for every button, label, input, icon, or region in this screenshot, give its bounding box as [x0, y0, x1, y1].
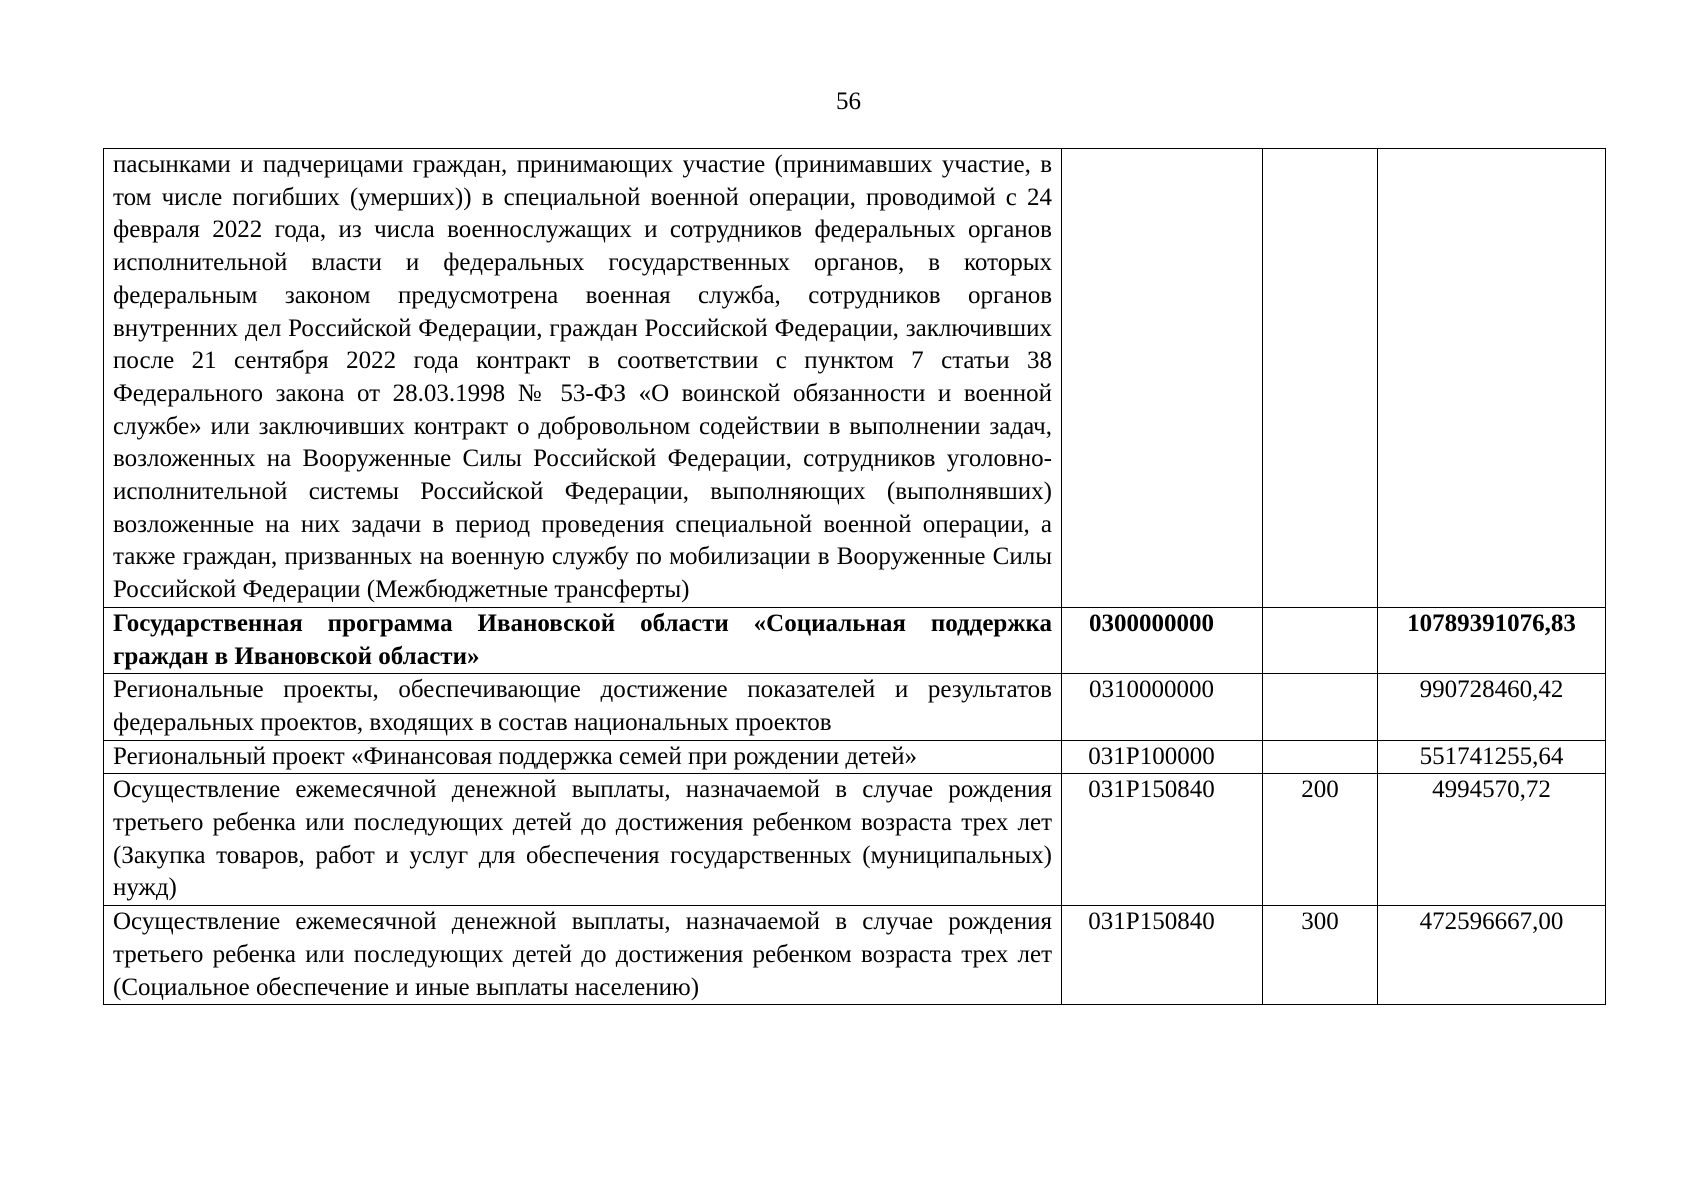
row-name: пасынками и падчерицами граждан, принимающих участие (принимавших участие, в том числе погибших (умерших)) в специальной военной операции, проводимой с 24 февраля 2022 года, из числа военнослужащих и сотрудников федеральных органов исполнительной власти и федеральных государственных органов, в которых федеральным законом предусмотрена военная служба, сотрудников органов внутренних дел Российской Федерации, граждан Российской Федерации, заключивших после 21 сентября 2022 года контракт в соответствии с пунктом 7 статьи 38 Федерального закона от 28.03.1998 № 53-ФЗ «О воинской обязанности и военной службе» или заключивших контракт о добровольном содействии в выполнении задач, возложенных на Вооруженные Силы Российской Федерации, сотрудников уголовно-исполнительной системы Российской Федерации, выполняющих (выполнявших) возложенные на них задачи в период проведения специальной военной операции, а также граждан, призванных на военную службу по мобилизации в Вооруженные Силы Российской Федерации (Межбюджетные трансферты)	[104, 149, 1062, 608]
row-target-code: 031P100000	[1062, 740, 1263, 774]
row-name: Государственная программа Ивановской области «Социальная поддержка граждан в Ивановской области»	[104, 607, 1062, 673]
row-sum: 472596667,00	[1378, 906, 1606, 1005]
row-name: Региональные проекты, обеспечивающие достижение показателей и результатов федеральных проектов, входящих в состав национальных проектов	[104, 674, 1062, 740]
table-row	[104, 674, 1606, 740]
row-target-code: 0310000000	[1062, 674, 1263, 740]
table-row	[104, 906, 1606, 1005]
row-expense-type: 300	[1263, 906, 1378, 1005]
row-sum	[1378, 149, 1606, 608]
table-row	[104, 774, 1606, 906]
row-sum: 4994570,72	[1378, 774, 1606, 906]
row-expense-type	[1263, 149, 1378, 608]
row-expense-type	[1263, 674, 1378, 740]
row-expense-type: 200	[1263, 774, 1378, 906]
row-name: Осуществление ежемесячной денежной выплаты, назначаемой в случае рождения третьего ребенка или последующих детей до достижения ребенком возраста трех лет (Закупка товаров, работ и услуг для обеспечения государственных (муниципальных) нужд)	[104, 774, 1062, 906]
page-number: 56	[836, 88, 861, 115]
row-expense-type	[1263, 740, 1378, 774]
table-row	[104, 740, 1606, 774]
row-target-code: 031P150840	[1062, 774, 1263, 906]
row-sum: 10789391076,83	[1378, 607, 1606, 673]
row-target-code	[1062, 149, 1263, 608]
row-target-code: 031P150840	[1062, 906, 1263, 1005]
row-name: Осуществление ежемесячной денежной выплаты, назначаемой в случае рождения третьего ребенка или последующих детей до достижения ребенком возраста трех лет (Социальное обеспечение и иные выплаты населению)	[104, 906, 1062, 1005]
row-name: Региональный проект «Финансовая поддержка семей при рождении детей»	[104, 740, 1062, 774]
row-expense-type	[1263, 607, 1378, 673]
row-sum: 551741255,64	[1378, 740, 1606, 774]
table-row	[104, 607, 1606, 673]
table-row	[104, 149, 1606, 608]
row-sum: 990728460,42	[1378, 674, 1606, 740]
row-target-code: 0300000000	[1062, 607, 1263, 673]
budget-table	[103, 148, 1606, 1005]
